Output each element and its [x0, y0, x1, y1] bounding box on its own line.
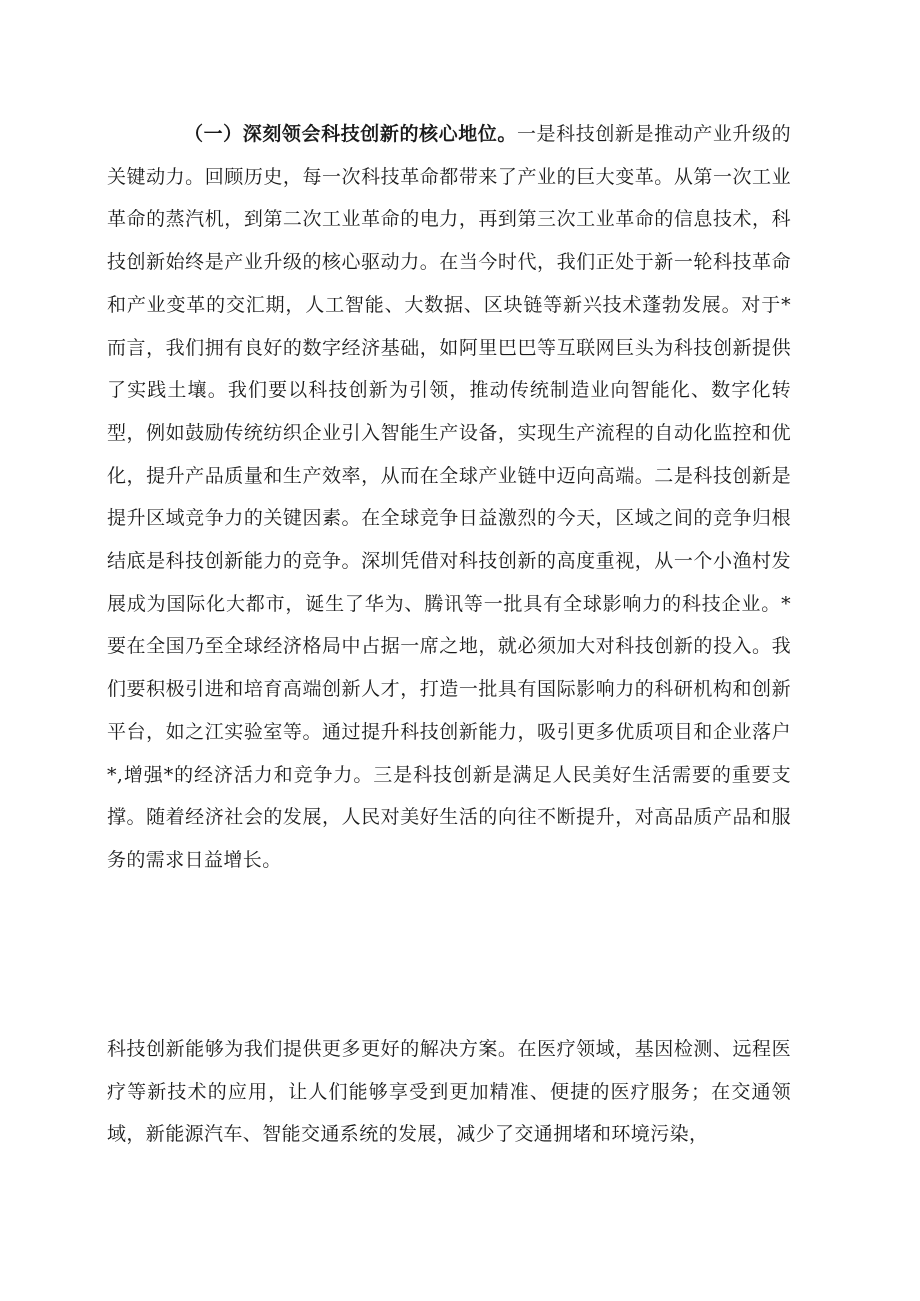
- paragraph-body: 一是科技创新是推动产业升级的关键动力。回顾历史，每一次科技革命都带来了产业的巨大变革。从第一次工业革命的蒸汽机，到第二次工业革命的电力，再到第三次工业革命的信息技术，科技创新始终是产业升级的核心驱动力。在当今时代，我们正处于新一轮科技革命和产业变革的交汇期，人工智能、大数据、区块链等新兴技术蓬勃发展。对于*而言，我们拥有良好的数字经济基础，如阿里巴巴等互联网巨头为科技创新提供了实践土壤。我们要以科技创新为引领，推动传统制造业向智能化、数字化转型，例如鼓励传统纺织企业引入智能生产设备，实现生产流程的自动化监控和优化，提升产品质量和生产效率，从而在全球产业链中迈向高端。二是科技创新是提升区域竞争力的关键因素。在全球竞争日益激烈的今天，区域之间的竞争归根结底是科技创新能力的竞争。深圳凭借对科技创新的高度重视，从一个小渔村发展成为国际化大都市，诞生了华为、腾讯等一批具有全球影响力的科技企业。*要在全国乃至全球经济格局中占据一席之地，就必须加大对科技创新的投入。我们要积极引进和培育高端创新人才，打造一批具有国际影响力的科研机构和创新平台，如之江实验室等。通过提升科技创新能力，吸引更多优质项目和企业落户*,增强*的经济活力和竞争力。三是科技创新是满足人民美好生活需要的重要支撑。随着经济社会的发展，人民对美好生活的向往不断提升，对高品质产品和服务的需求日益增长。: [107, 123, 791, 871]
- paragraph-core-status: [107, 113, 791, 882]
- section-heading: （一）深刻领会科技创新的核心地位。: [184, 123, 517, 145]
- paragraph-body: 科技创新能够为我们提供更多更好的解决方案。在医疗领域，基因检测、远程医疗等新技术的应用，让人们能够享受到更加精准、便捷的医疗服务；在交通领域，新能源汽车、智能交通系统的发展，减少了交通拥堵和环境污染，: [107, 1038, 791, 1146]
- paragraph-solutions: [107, 1028, 791, 1156]
